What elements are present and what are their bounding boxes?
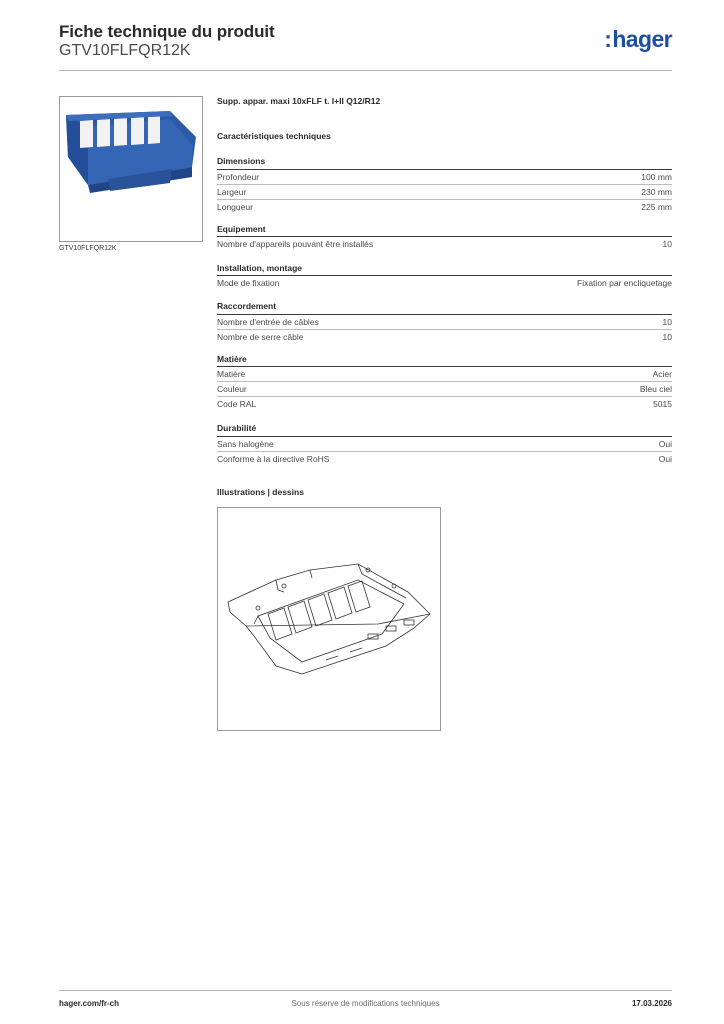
hager-logo: :hager [604,26,672,52]
spec-row: Code RAL 5015 [217,396,672,412]
footer-website[interactable]: hager.com/fr-ch [59,999,120,1008]
group-title-dimensions: Dimensions [217,156,266,166]
footer-disclaimer: Sous réserve de modifications techniques [291,999,440,1008]
illustrations-title: Illustrations | dessins [217,487,304,497]
spec-row: Nombre d'appareils pouvant être installés 10 [217,236,672,252]
document-title: Fiche technique du produit [59,22,275,41]
photo-caption: GTV10FLFQR12K [59,245,117,252]
product-reference: GTV10FLFQR12K [59,42,191,59]
group-title-installation: Installation, montage [217,263,303,273]
spec-row: Profondeur 100 mm [217,169,672,185]
product-photo [59,96,203,242]
spec-row: Matière Acier [217,366,672,382]
group-title-equipement: Equipement [217,224,266,234]
page-footer [59,990,672,1021]
spec-row: Mode de fixation Fixation par encliquetage [217,275,672,291]
group-title-durabilite: Durabilité [217,423,257,433]
page-header [59,22,672,71]
spec-row: Couleur Bleu ciel [217,381,672,397]
spec-row: Sans halogène Oui [217,436,672,452]
technical-drawing [217,507,441,731]
group-title-matiere: Matière [217,354,247,364]
spec-row: Nombre de serre câble 10 [217,329,672,345]
spec-row: Largeur 230 mm [217,184,672,200]
product-description: Supp. appar. maxi 10xFLF t. I+II Q12/R12 [217,96,381,106]
spec-row: Conforme à la directive RoHS Oui [217,451,672,467]
spec-row: Nombre d'entrée de câbles 10 [217,314,672,330]
group-title-raccordement: Raccordement [217,301,277,311]
spec-row: Longueur 225 mm [217,199,672,215]
footer-date: 17.03.2026 [631,999,672,1008]
specs-title: Caractéristiques techniques [217,131,331,141]
